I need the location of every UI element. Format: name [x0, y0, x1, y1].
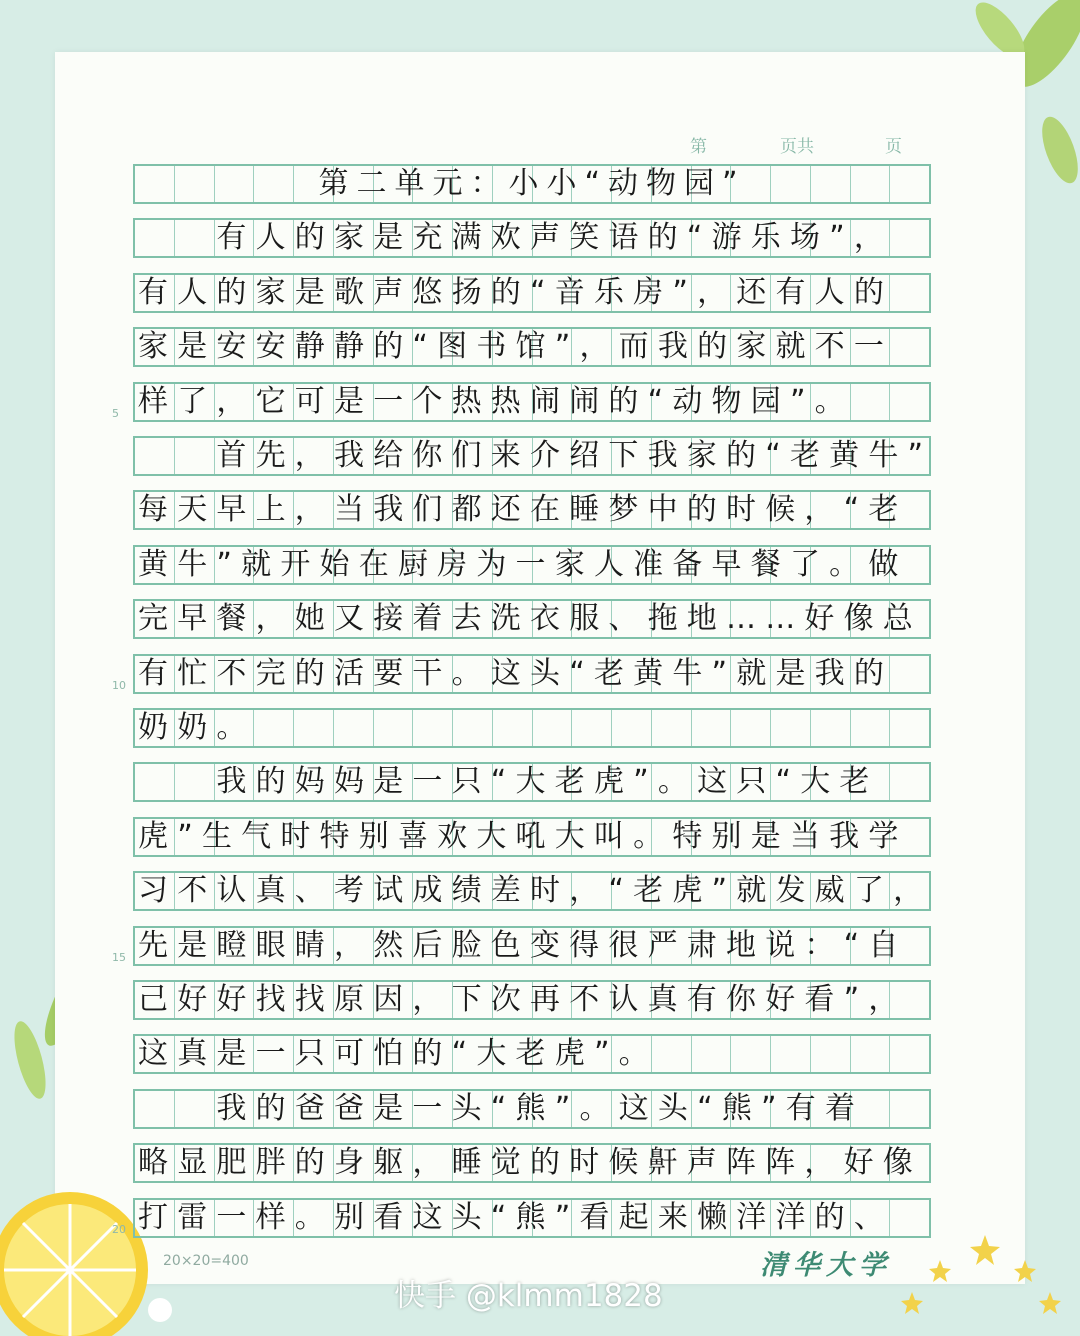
text-line	[133, 218, 931, 258]
text-line-text: 首先，我给你们来介绍下我家的“老黄牛”	[138, 438, 933, 473]
text-line	[133, 273, 931, 313]
text-line	[133, 817, 931, 857]
text-line	[133, 926, 931, 966]
text-line-text: 有人的家是歌声悠扬的“音乐房”，还有人的	[138, 275, 894, 310]
text-line	[133, 436, 931, 476]
page-header-ye-gong: 页共	[780, 137, 814, 157]
title-row	[133, 164, 931, 204]
text-line	[133, 708, 931, 748]
title-row-text: 第二单元：小小“动物园”	[318, 166, 746, 201]
line-number-20: 20	[112, 1223, 126, 1236]
text-line-text: 己好好找找原因，下次再不认真有你好看”，	[138, 982, 908, 1017]
text-line-text: 这真是一只可怕的“大老虎”。	[138, 1036, 658, 1071]
text-line-text: 虎”生气时特别喜欢大吼大叫。特别是当我学	[138, 819, 908, 854]
text-line-text: 我的爸爸是一头“熊”。这头“熊”有着	[138, 1091, 865, 1126]
page-header-ye: 页	[885, 137, 902, 157]
text-line-text: 家是安安静静的“图书馆”，而我的家就不一	[138, 329, 894, 364]
text-line-text: 先是瞪眼睛，然后脸色变得很严肃地说：“自	[138, 928, 908, 963]
text-line	[133, 490, 931, 530]
text-line	[133, 599, 931, 639]
text-line-text: 完早餐，她又接着去洗衣服、拖地……好像总	[138, 601, 922, 636]
tsinghua-logo: 清华大学	[760, 1250, 892, 1281]
text-line-text: 黄牛”就开始在厨房为一家人准备早餐了。做	[138, 547, 908, 582]
text-line-text: 样了，它可是一个热热闹闹的“动物园”。	[138, 384, 854, 419]
line-number-10: 10	[112, 679, 126, 692]
text-line	[133, 545, 931, 585]
grid-spec: 20×20=400	[163, 1253, 249, 1269]
text-line-text: 略显肥胖的身躯，睡觉的时候鼾声阵阵，好像	[138, 1145, 922, 1180]
text-line-text: 习不认真、考试成绩差时，“老虎”就发威了，	[138, 873, 933, 908]
text-line-text: 奶奶。	[138, 710, 256, 745]
text-line	[133, 1034, 931, 1074]
text-line-text: 打雷一样。别看这头“熊”看起来懒洋洋的、	[138, 1200, 894, 1235]
text-line-text: 有忙不完的活要干。这头“老黄牛”就是我的	[138, 656, 894, 691]
line-number-15: 15	[112, 951, 126, 964]
text-line	[133, 871, 931, 911]
text-line-text: 有人的家是充满欢声笑语的“游乐场”，	[138, 220, 894, 255]
sparkle-stars-icon	[900, 1230, 1070, 1330]
text-line-text: 我的妈妈是一只“大老虎”。这只“大老	[138, 764, 879, 799]
text-line	[133, 980, 931, 1020]
text-line	[133, 1198, 931, 1238]
text-line	[133, 327, 931, 367]
text-line	[133, 382, 931, 422]
watermark: 快手 @klmm1828	[394, 1278, 663, 1314]
text-line	[133, 762, 931, 802]
page-header-di: 第	[690, 137, 707, 157]
page-header	[690, 132, 920, 157]
text-line	[133, 1143, 931, 1183]
text-line	[133, 1089, 931, 1129]
text-line	[133, 654, 931, 694]
line-number-5: 5	[112, 407, 119, 420]
text-line-text: 每天早上，当我们都还在睡梦中的时候，“老	[138, 492, 908, 527]
